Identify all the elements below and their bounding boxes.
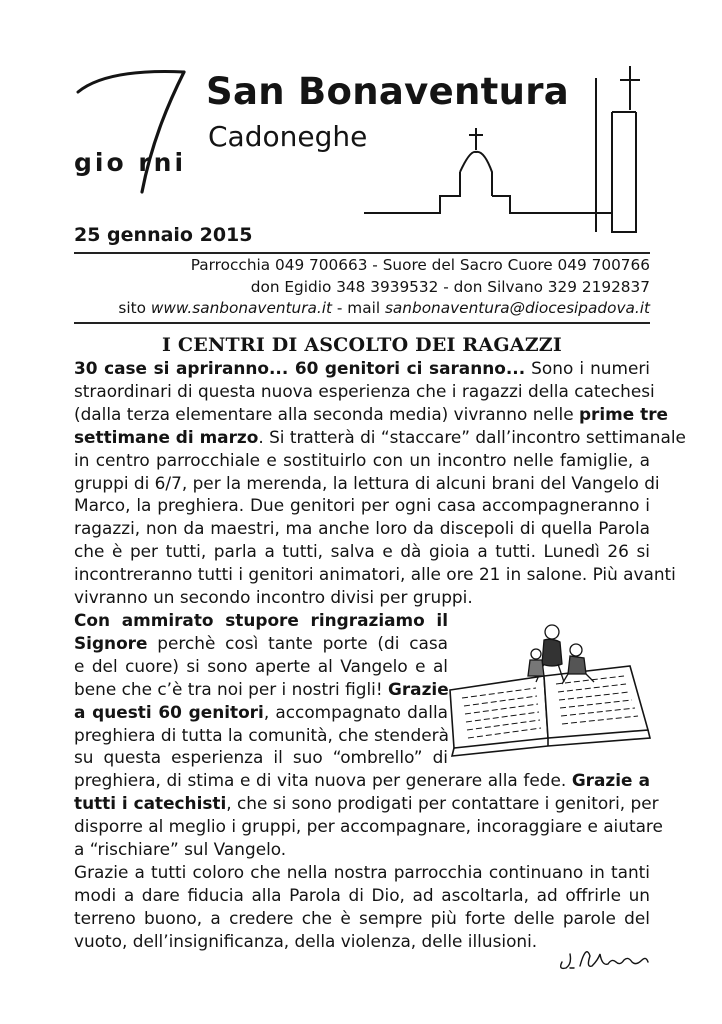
text-line — [74, 884, 650, 907]
body-text: che è per tutti, parla a tutti, salva e dà gioia a tutti. Lunedì 26 si — [74, 541, 650, 562]
text-line — [74, 449, 650, 472]
text-line — [74, 357, 650, 380]
body-text: , che si sono prodigati per contattare i genitori, per — [226, 792, 659, 813]
text-line — [74, 838, 650, 861]
article-headline: I CENTRI DI ASCOLTO DEI RAGAZZI — [162, 334, 562, 356]
issue-date: 25 gennaio 2015 — [74, 224, 253, 246]
body-text: disporre al meglio i gruppi, per accompagnare, incoraggiare e aiutare — [74, 815, 663, 836]
open-bible-illustration-icon — [444, 620, 652, 762]
text-line — [74, 632, 448, 655]
text-line — [74, 724, 448, 747]
site-label: sito — [118, 299, 146, 317]
body-text: a “rischiare” sul Vangelo. — [74, 838, 287, 859]
body-text: preghiera di tutta la comunità, che stenderà — [74, 724, 449, 745]
cross-icon — [469, 128, 483, 150]
body-text: ragazzi, non da maestri, ma anche loro da discepoli di quella Parola — [74, 518, 650, 539]
contact-web — [74, 299, 650, 317]
text-line — [74, 861, 650, 884]
body-text: vuoto, dell’insignificanza, della violenza, delle illusioni. — [74, 930, 538, 951]
text-line — [74, 746, 448, 769]
body-text: modi a dare fiducia alla Parola di Dio, ad ascoltarla, ad offrirle un — [74, 884, 650, 905]
body-text: incontreranno tutti i genitori animatori, alle ore 21 in salone. Più avanti — [74, 564, 676, 585]
bold-text: settimane di marzo — [74, 426, 259, 447]
parish-location: Cadoneghe — [208, 120, 368, 153]
body-text: Marco, la preghiera. Due genitori per ogni casa accompagneranno i — [74, 495, 650, 516]
bold-text: Grazie — [387, 678, 449, 699]
mail-link[interactable]: sanbonaventura@diocesipadova.it — [384, 299, 650, 317]
body-text: su questa esperienza il suo “ombrello” di — [74, 747, 448, 768]
parish-title: San Bonaventura — [206, 70, 570, 113]
article-paragraph-1 — [74, 357, 686, 609]
text-line — [74, 494, 650, 517]
site-link[interactable]: www.sanbonaventura.it — [150, 299, 333, 317]
body-text: straordinari di questa nuova esperienza che i ragazzi della catechesi — [74, 380, 655, 401]
text-line — [74, 609, 448, 632]
text-line — [74, 380, 655, 403]
body-text: perchè così tante porte (di casa — [147, 632, 448, 653]
text-line — [74, 678, 448, 701]
text-line — [74, 701, 448, 724]
divider-rule — [74, 322, 650, 324]
text-line — [74, 517, 650, 540]
text-line — [74, 815, 663, 838]
text-line — [74, 426, 686, 449]
tower-cross-icon — [620, 66, 640, 110]
bold-text: Con ammirato stupore ringraziamo il — [74, 610, 448, 630]
contact-priests: don Egidio 348 3939532 - don Silvano 329 2192837 — [250, 278, 650, 296]
body-text: terreno buono, a credere che è sempre più forte delle parole del — [74, 907, 650, 928]
bold-text: tutti i catechisti — [74, 792, 227, 813]
divider-rule — [74, 252, 650, 254]
text-line — [74, 655, 448, 678]
masthead-logo-word: gio rni — [74, 148, 187, 177]
bold-text: Grazie a — [571, 770, 650, 790]
bold-text: a questi 60 genitori — [74, 701, 264, 722]
bold-text: prime tre — [578, 403, 668, 424]
contact-phones: Parrocchia 049 700663 - Suore del Sacro Cuore 049 700766 — [190, 256, 650, 274]
signature — [556, 936, 652, 976]
body-text: Sono i numeri — [525, 358, 650, 378]
text-line — [74, 472, 660, 495]
body-text: (dalla terza elementare alla seconda media) vivranno nelle — [74, 403, 579, 424]
body-text: gruppi di 6/7, per la merenda, la lettura di alcuni brani del Vangelo di — [74, 472, 660, 493]
body-text: preghiera, di stima e di vita nuova per generare alla fede. — [74, 770, 572, 790]
mail-label: - mail — [336, 299, 381, 317]
text-line — [74, 907, 650, 930]
article-paragraph-2-continued — [74, 769, 663, 861]
body-text: bene che c’è tra noi per i nostri figli! — [74, 678, 388, 699]
body-text: , accompagnato dalla — [263, 701, 448, 722]
bold-text: 30 case si apriranno... 60 genitori ci saranno... — [74, 358, 526, 378]
text-line — [74, 540, 650, 563]
text-line — [74, 403, 668, 426]
body-text: Grazie a tutti coloro che nella nostra parrocchia continuano in tanti — [74, 862, 650, 882]
text-line — [74, 563, 676, 586]
body-text: in centro parrocchiale e sostituirlo con un incontro nelle famiglie, a — [74, 449, 650, 470]
article-paragraph-2 — [74, 609, 448, 769]
body-text: vivranno un secondo incontro divisi per gruppi. — [74, 587, 473, 608]
bold-text: Signore — [74, 632, 148, 653]
text-line — [74, 769, 650, 792]
body-text: e del cuore) si sono aperte al Vangelo e al — [74, 655, 448, 676]
text-line — [74, 792, 659, 815]
body-text: . Si tratterà di “staccare” dall’incontro settimanale — [258, 426, 686, 447]
text-line — [74, 586, 650, 609]
